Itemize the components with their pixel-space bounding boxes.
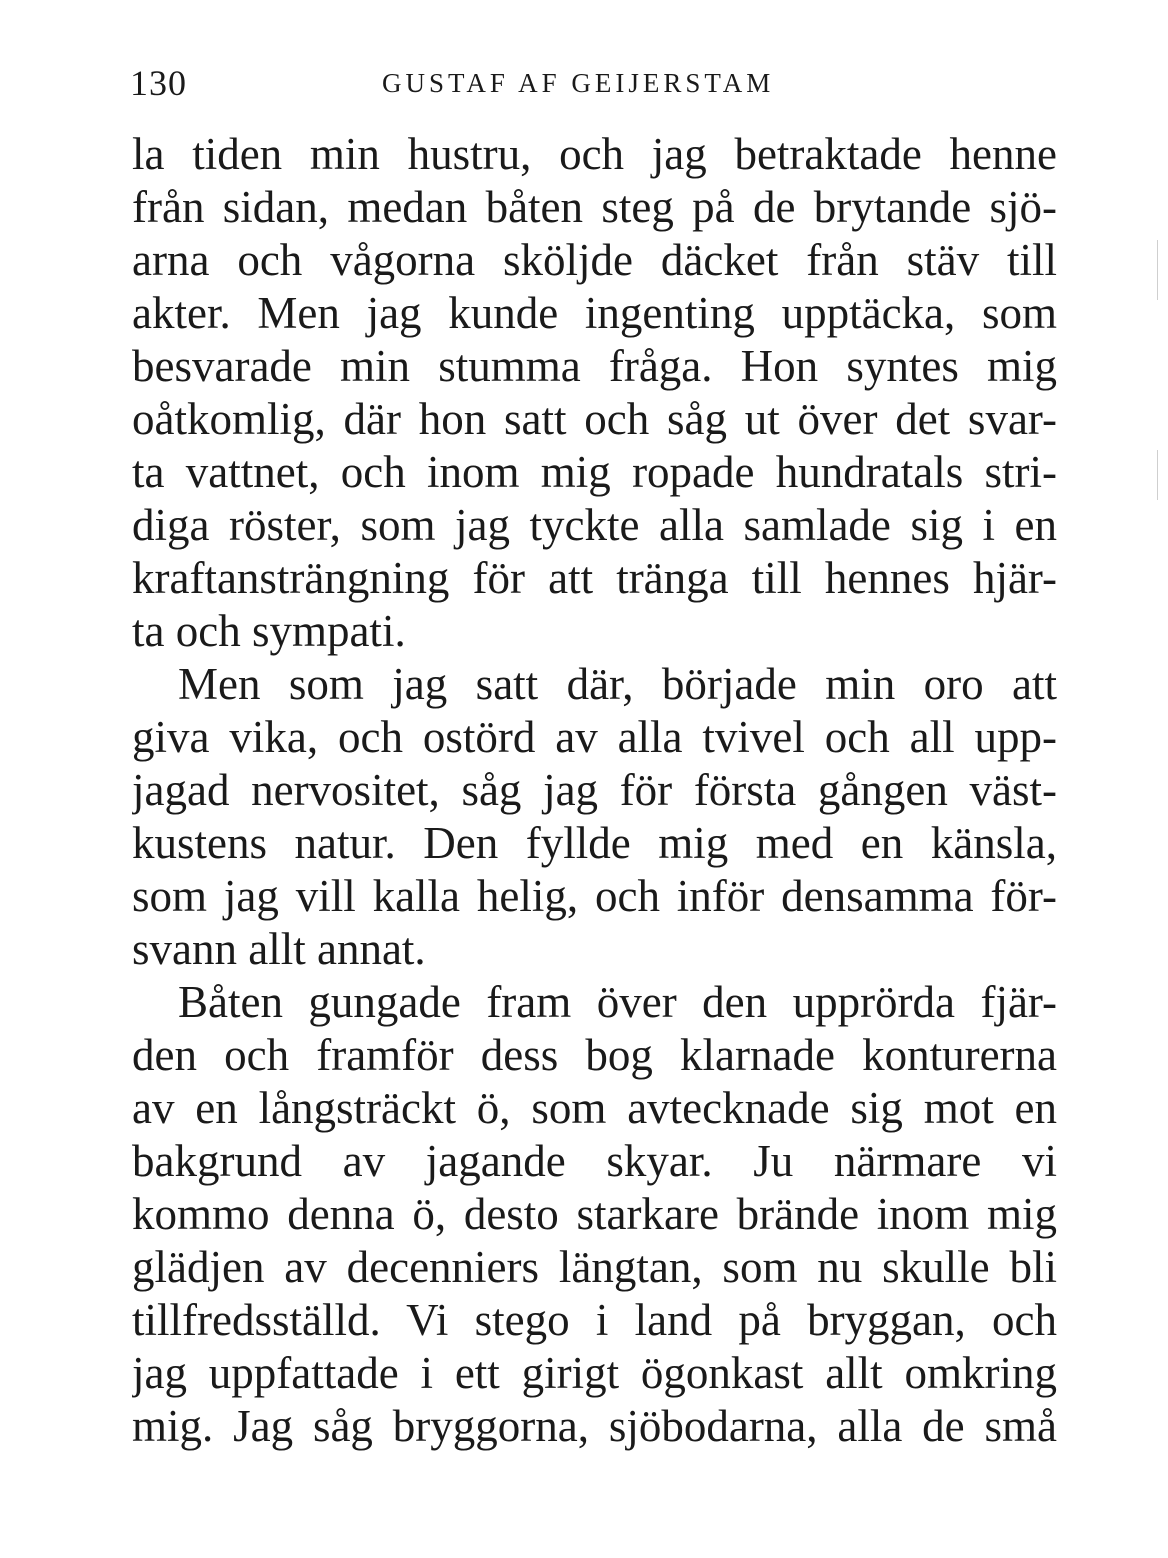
text-line: från sidan, medan båten steg på de brytande sjö- [132,182,1057,232]
body-text [132,128,1057,1453]
text-line: oåtkomlig, där hon satt och såg ut över det svar- [132,394,1057,444]
text-line: giva vika, och ostörd av alla tvivel och all upp- [132,712,1057,762]
text-line: arna och vågorna sköljde däcket från stäv till [132,235,1057,285]
text-line: svann allt annat. [132,924,426,974]
text-line: kustens natur. Den fyllde mig med en känsla, [132,818,1057,868]
text-line: la tiden min hustru, och jag betraktade henne [132,129,1057,179]
scan-edge-mark [1157,240,1158,300]
page-number: 130 [130,63,187,103]
text-line: av en långsträckt ö, som avtecknade sig mot en [132,1083,1057,1133]
text-line: den och framför dess bog klarnade konturerna [132,1030,1057,1080]
text-line: ta vattnet, och inom mig ropade hundratals stri- [132,447,1057,497]
text-line: tillfredsställd. Vi stego i land på bryggan, och [132,1295,1057,1345]
text-line: mig. Jag såg bryggorna, sjöbodarna, alla de små [132,1401,1057,1451]
text-line: kraftansträngning för att tränga till hennes hjär- [132,553,1057,603]
text-line: jag uppfattade i ett girigt ögonkast allt omkring [132,1348,1057,1398]
text-line: ta och sympati. [132,606,406,656]
text-line: Båten gungade fram över den upprörda fjär- [178,977,1057,1027]
text-line: glädjen av decenniers längtan, som nu skulle bli [132,1242,1057,1292]
text-line: diga röster, som jag tyckte alla samlade sig i en [132,500,1057,550]
text-line: jagad nervositet, såg jag för första gången väst- [132,765,1057,815]
text-line: besvarade min stumma fråga. Hon syntes mig [132,341,1057,391]
text-line: kommo denna ö, desto starkare brände inom mig [132,1189,1057,1239]
scan-edge-mark [1157,450,1158,500]
running-head [130,62,1050,112]
running-title: GUSTAF AF GEIJERSTAM [382,68,775,98]
text-line: akter. Men jag kunde ingenting upptäcka, som [132,288,1057,338]
text-line: Men som jag satt där, började min oro att [178,659,1057,709]
text-line: bakgrund av jagande skyar. Ju närmare vi [132,1136,1057,1186]
text-line: som jag vill kalla helig, och inför densamma för- [132,871,1057,921]
